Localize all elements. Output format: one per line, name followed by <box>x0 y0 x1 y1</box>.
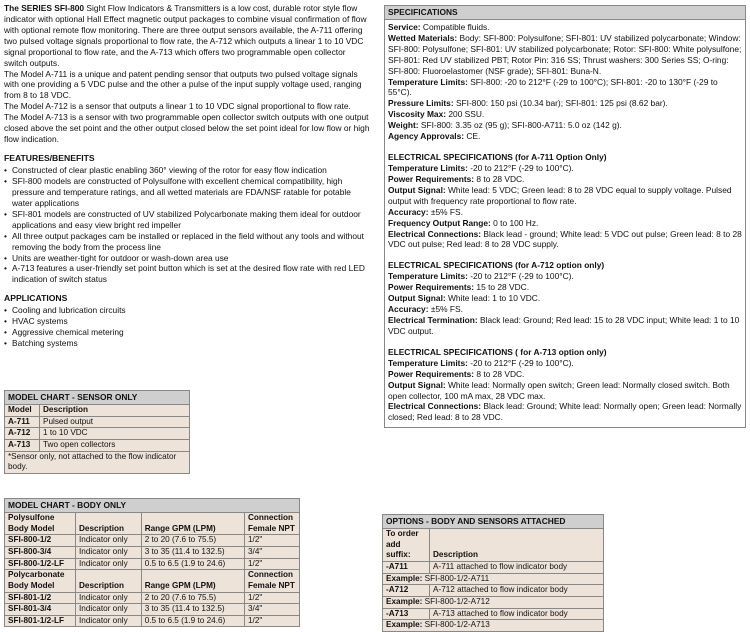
cell-model: A-713 <box>5 439 40 451</box>
cell-example: Example: SFI-800-1/2-A713 <box>383 620 604 632</box>
spec-item: Output Signal: White lead: 1 to 10 VDC. <box>388 293 541 304</box>
table-header-row <box>5 512 300 534</box>
cell-model: SFI-800-1/2 <box>5 535 76 547</box>
cell-example: Example: SFI-800-1/2-A712 <box>383 596 604 608</box>
cell-suffix: -A713 <box>383 608 430 620</box>
right-column <box>384 5 746 428</box>
cell-connection: 3/4" <box>245 546 300 558</box>
spec-item: Service: Compatible fluids. <box>388 21 490 32</box>
column-header: Connection Female NPT <box>245 512 300 534</box>
specifications-title: SPECIFICATIONS <box>385 6 745 20</box>
spec-item: Weight: SFI-800: 3.35 oz (95 g); SFI-800-A711: 5.0 oz (142 g). <box>388 120 622 131</box>
spec-item: Viscosity Max: 200 SSU. <box>388 109 485 120</box>
spec-item: Wetted Materials: Body: SFI-800: Polysulfone; SFI-801: UV stabilized polycarbonate; Window: SFI-800: Polysulfone; SFI-801: UV stabilized polycarbonate; Rotor: SFI-800: White polysulfone; SFI-801: Red UV stabilized PBT; Rotor Pin: 316 SS; Thrust washers: 300 Series SS; O-ring: SFI-800: Fluoroelastomer (NSF grade); SFI-801: Buna-N. <box>388 32 742 76</box>
spec-item: Agency Approvals: CE. <box>388 131 481 142</box>
cell-connection: 1/2" <box>245 615 300 627</box>
table-row <box>5 535 300 547</box>
intro-paragraph: The SERIES SFI-800 Sight Flow Indicators & Transmitters is a low cost, durable rotor style flow indicator with optional Hall Effect magnetic output packages to combine visual confirmation of flow with optional remote flow monitoring. There are three output sensors available, the A-711 offering two pulsed voltage signals proportional to flow rate, the A-712 which outputs a linear 1 to 10 VDC signal proportional to flow rate, and the A-713 which offers two programmable open collector switch outputs. <box>4 3 367 68</box>
column-header: Range GPM (LPM) <box>141 512 244 534</box>
spec-item: Power Requirements: 8 to 28 VDC. <box>388 368 525 379</box>
cell-connection: 1/2" <box>245 535 300 547</box>
cell-example: Example: SFI-800-1/2-A711 <box>383 573 604 585</box>
table-note-row <box>5 451 190 473</box>
cell-range: 3 to 35 (11.4 to 132.5) <box>141 546 244 558</box>
cell-range: 3 to 35 (11.4 to 132.5) <box>141 604 244 616</box>
table-header-row <box>383 528 604 561</box>
cell-description: Indicator only <box>76 535 142 547</box>
table-row <box>383 573 604 585</box>
body-chart-table <box>4 512 300 628</box>
cell-description: 1 to 10 VDC <box>40 428 190 440</box>
body-model-chart <box>4 498 300 627</box>
table-row <box>383 585 604 597</box>
specifications-box <box>384 5 746 428</box>
applications-heading: APPLICATIONS <box>4 293 68 304</box>
table-row <box>383 561 604 573</box>
specifications-body <box>385 20 745 427</box>
sensor-chart-table <box>4 404 190 474</box>
spec-item: Output Signal: White lead: 5 VDC; Green lead: 8 to 28 VDC equal to supply voltage. Pulsed output with frequency rate proportional to flow rate. <box>388 184 732 206</box>
spec-item: Power Requirements: 15 to 28 VDC. <box>388 282 530 293</box>
table-row <box>383 596 604 608</box>
intro-text <box>4 3 370 145</box>
spec-item: Electrical Termination: Black lead: Ground; Red lead: 15 to 28 VDC input; White lead: 1 to 10 VDC output. <box>388 314 740 336</box>
spec-item: Frequency Output Range: 0 to 100 Hz. <box>388 217 539 228</box>
options-chart-table <box>382 528 604 632</box>
cell-connection: 3/4" <box>245 604 300 616</box>
table-row <box>383 620 604 632</box>
cell-description: Indicator only <box>76 546 142 558</box>
list-item: • A-713 features a user-friendly set point button which is set at the desired flow rate with red LED indication of switch status <box>4 263 370 285</box>
sensor-note: *Sensor only, not attached to the flow indicator body. <box>5 451 190 473</box>
body-chart-title: MODEL CHART - BODY ONLY <box>4 498 300 512</box>
list-item: • SFI-801 models are constructed of UV stabilized Polycarbonate making them ideal for outdoor applications and easy view bright red impeller <box>4 209 370 231</box>
column-header: To order add suffix: <box>383 528 430 561</box>
section-heading: ELECTRICAL SPECIFICATIONS ( for A-713 option only) <box>388 346 607 357</box>
cell-suffix: -A711 <box>383 561 430 573</box>
cell-description: A-713 attached to flow indicator body <box>430 608 604 620</box>
cell-description: A-711 attached to flow indicator body <box>430 561 604 573</box>
spec-item: Electrical Connections: Black lead: Ground; White lead: Normally open; Green lead: Normally closed; Red lead: 8 to 28 VDC. <box>388 401 742 423</box>
list-item: • Constructed of clear plastic enabling 360° viewing of the rotor for easy flow indication <box>4 165 370 176</box>
column-header: Model <box>5 404 40 416</box>
features-heading: FEATURES/BENEFITS <box>4 152 95 163</box>
list-item: • SFI-800 models are constructed of Polysulfone with excellent chemical compatibility, high pressure and temperature ratings, and all wetted materials are FDA/NSF ratable for potable water applications <box>4 176 370 209</box>
sensor-model-chart <box>4 390 190 474</box>
features-list <box>4 165 370 285</box>
cell-description: Indicator only <box>76 592 142 604</box>
cell-description: Indicator only <box>76 604 142 616</box>
column-header: Description <box>430 528 604 561</box>
left-column <box>4 3 370 349</box>
cell-description: Indicator only <box>76 615 142 627</box>
column-header: Polysulfone Body Model <box>5 512 76 534</box>
cell-range: 0.5 to 6.5 (1.9 to 24.6) <box>141 558 244 570</box>
spec-item: Temperature Limits: -20 to 212°F (-29 to 100°C). <box>388 357 574 368</box>
table-row <box>383 608 604 620</box>
list-item: • Units are weather-tight for outdoor or wash-down area use <box>4 253 370 264</box>
cell-connection: 1/2" <box>245 592 300 604</box>
table-row <box>5 615 300 627</box>
spec-item: Power Requirements: 8 to 28 VDC. <box>388 173 525 184</box>
cell-range: 2 to 20 (7.6 to 75.5) <box>141 592 244 604</box>
table-header-row <box>5 404 190 416</box>
spec-item: Pressure Limits: SFI-800: 150 psi (10.34 bar); SFI-801: 125 psi (8.62 bar). <box>388 98 668 109</box>
table-row <box>5 439 190 451</box>
column-header: Description <box>76 512 142 534</box>
cell-model: A-712 <box>5 428 40 440</box>
intro-paragraph: The Model A-713 is a sensor with two programmable open collector switch outputs with one output closed above the set point and the other output closed below the set point ideal for low flow or high flow indication. <box>4 112 370 145</box>
options-chart-title: OPTIONS - BODY AND SENSORS ATTACHED <box>382 514 604 528</box>
table-row <box>5 416 190 428</box>
table-header-row <box>5 570 300 592</box>
cell-model: SFI-800-1/2-LF <box>5 558 76 570</box>
cell-model: A-711 <box>5 416 40 428</box>
table-row <box>5 428 190 440</box>
intro-paragraph: The Model A-712 is a sensor that outputs a linear 1 to 10 VDC signal proportional to flow rate. <box>4 101 351 112</box>
cell-connection: 1/2" <box>245 558 300 570</box>
cell-model: SFI-801-1/2-LF <box>5 615 76 627</box>
column-header: Polycarbonate Body Model <box>5 570 76 592</box>
cell-range: 2 to 20 (7.6 to 75.5) <box>141 535 244 547</box>
sensor-chart-title: MODEL CHART - SENSOR ONLY <box>4 390 190 404</box>
list-item: • All three output packages cam be installed or replaced in the field without any tools and without removing the body from the process line <box>4 231 370 253</box>
spec-item: Temperature Limits: SFI-800: -20 to 212°F (-29 to 100°C); SFI-801: -20 to 130°F (-29 to 55°C). <box>388 76 718 98</box>
spec-item: Accuracy: ±5% FS. <box>388 304 463 315</box>
cell-model: SFI-801-3/4 <box>5 604 76 616</box>
column-header: Range GPM (LPM) <box>141 570 244 592</box>
list-item: • Cooling and lubrication circuits <box>4 305 370 316</box>
table-row <box>5 592 300 604</box>
column-header: Description <box>76 570 142 592</box>
section-heading: ELECTRICAL SPECIFICATIONS (for A-712 option only) <box>388 260 605 271</box>
column-header: Connection Female NPT <box>245 570 300 592</box>
list-item: • Batching systems <box>4 338 370 349</box>
intro-paragraph: The Model A-711 is a unique and patent pending sensor that outputs two pulsed voltage signals with one providing a 5 VDC pulse and the other a pulse of the input supply voltage used, ranging from 8 to 18 VDC. <box>4 68 362 101</box>
table-row <box>5 546 300 558</box>
options-chart <box>382 514 604 632</box>
cell-suffix: -A712 <box>383 585 430 597</box>
cell-description: Two open collectors <box>40 439 190 451</box>
list-item: • HVAC systems <box>4 316 370 327</box>
cell-model: SFI-800-3/4 <box>5 546 76 558</box>
cell-description: Pulsed output <box>40 416 190 428</box>
table-row <box>5 604 300 616</box>
spec-item: Temperature Limits: -20 to 212°F (-29 to 100°C). <box>388 271 574 282</box>
spec-item: Electrical Connections: Black lead - ground; White lead: 5 VDC out pulse; Green lead: 8 to 28 VDC out pulse; Red lead: 8 to 28 VDC supply. <box>388 228 742 250</box>
list-item: • Aggressive chemical metering <box>4 327 370 338</box>
applications-list <box>4 305 370 349</box>
column-header: Description <box>40 404 190 416</box>
cell-model: SFI-801-1/2 <box>5 592 76 604</box>
cell-description: A-712 attached to flow indicator body <box>430 585 604 597</box>
cell-description: Indicator only <box>76 558 142 570</box>
section-heading: ELECTRICAL SPECIFICATIONS (for A-711 Option Only) <box>388 152 607 163</box>
cell-range: 0.5 to 6.5 (1.9 to 24.6) <box>141 615 244 627</box>
table-row <box>5 558 300 570</box>
spec-item: Accuracy: ±5% FS. <box>388 206 463 217</box>
spec-item: Output Signal: White lead: Normally open switch; Green lead: Normally closed switch. Both open collector, 100 mA max, 28 VDC max. <box>388 379 730 401</box>
spec-item: Temperature Limits: -20 to 212°F (-29 to 100°C). <box>388 162 574 173</box>
